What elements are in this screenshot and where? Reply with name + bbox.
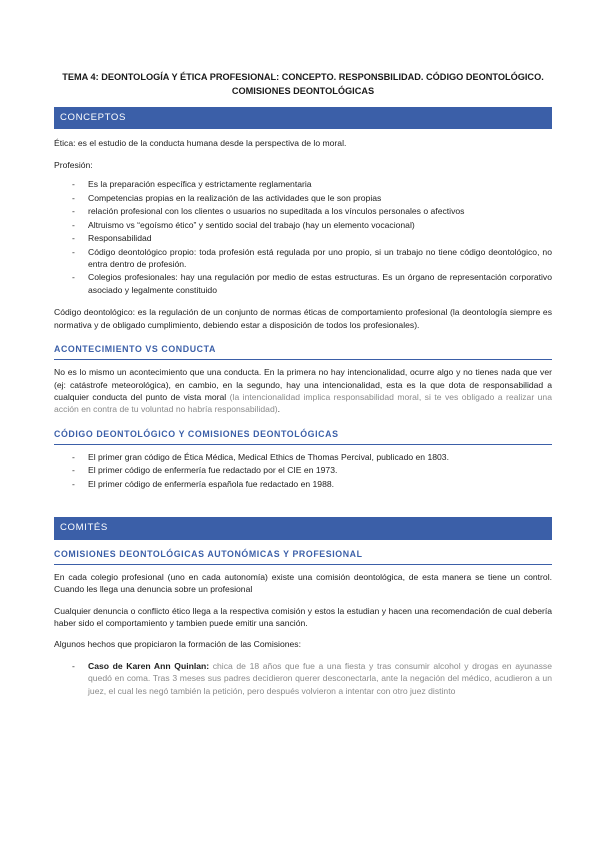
profesion-label: Profesión:: [54, 159, 93, 170]
profesion-item: - Altruismo vs “egoísmo ético” y sentido social del trabajo (hay un elemento vocacional): [54, 219, 552, 231]
codigo-deontologico-paragraph: Código deontológico: es la regulación de un conjunto de normas éticas de comportamiento profesional (la deontología siempre es normativa y de obligado cumplimiento, debiendo estar a disposición de todos los profesionales).: [54, 307, 552, 330]
comisiones-paragraph-2: Cualquier denuncia o conflicto ético llega a la respectiva comisión y estos la estudian y hacen una recomendación de cual debería haber sido el comportamiento y tambien puede emitir una sanción.: [54, 605, 552, 628]
hechos-item: [54, 660, 552, 697]
subsection-codigo-comisiones: CÓDIGO DEONTOLÓGICO Y COMISIONES DEONTOLÓGICAS: [54, 428, 552, 445]
codigo-item: - El primer gran código de Ética Médica, Medical Ethics de Thomas Percival, publicado en 1803.: [54, 451, 552, 463]
profesion-item: - relación profesional con los clientes o usuarios no supeditada a los vínculos personales o afectivos: [54, 205, 552, 217]
codigo-list: [54, 451, 552, 490]
comisiones-paragraph-1: En cada colegio profesional (uno en cada autonomía) existe una comisión deontológica, de esta manera se tiene un control. Cuando les llega una denuncia sobre un profesional: [54, 571, 552, 595]
subsection-acontecimiento-vs-conducta: ACONTECIMIENTO VS CONDUCTA: [54, 343, 552, 360]
hechos-list: [54, 660, 552, 697]
caso-text: chica de 18 años que fue a una fiesta y tras consumir alcohol y drogas en ayunasse quedó en coma. Tras 3 meses sus padres decidieron querer desconectarla, ante la negación del médico, acudieron a un juez, el cual les negó también la petición, pero después volvieron a intentar con otro juez distinto: [88, 660, 552, 696]
profesion-item: - Código deontológico propio: toda profesión está regulada por uno propio, si un trabajo no tiene código deontológico, no entra dentro de profesión.: [54, 246, 552, 271]
etica-paragraph: Ética: es el estudio de la conducta humana desde la perspectiva de lo moral.: [54, 138, 347, 149]
section-band-comites: COMITÉS: [54, 517, 552, 540]
profesion-item: - Colegios profesionales: hay una regulación por medio de estas estructuras. Es un órgano de representación corporativo asociado y legalmente constituido: [54, 271, 552, 296]
section-band-conceptos: CONCEPTOS: [54, 107, 552, 130]
profesion-item: - Responsabilidad: [54, 232, 552, 244]
profesion-item: - Competencias propias en la realización de las actividades que le son propias: [54, 192, 552, 204]
profesion-item: - Es la preparación específica y estrictamente reglamentaria: [54, 178, 552, 190]
acontecimiento-paragraph: [54, 366, 552, 416]
title-line-2: COMISIONES DEONTOLÓGICAS: [231, 86, 375, 97]
acontecimiento-note: (la intencionalidad implica responsabilidad moral, si te ves obligado a realizar una acción en contra de tu voluntad no habría responsabilidad): [54, 391, 552, 415]
profesion-list: [54, 178, 552, 296]
subsection-comisiones-autonomicas: COMISIONES DEONTOLÓGICAS AUTONÓMICAS Y PROFESIONAL: [54, 548, 552, 565]
hechos-label: Algunos hechos que propiciaron la formación de las Comisiones:: [54, 639, 301, 650]
acontecimiento-text: No es lo mismo un acontecimiento que una conducta. En la primera no hay intencionalidad, ocurre algo y no tienes nada que ver (ej: catástrofe meteorológica), en cambio, en la segundo, hay una intencionalidad, esta es la que dota de responsabilidad a cualquier conducta del punto de vista moral: [54, 367, 552, 402]
codigo-item: - El primer código de enfermería española fue redactado en 1988.: [54, 478, 552, 490]
title-line-1: TEMA 4: DEONTOLOGÍA Y ÉTICA PROFESIONAL: CONCEPTO. RESPONSBILIDAD. CÓDIGO DEONTOLÓGICO.: [62, 72, 544, 82]
codigo-item: - El primer código de enfermería fue redactado por el CIE en 1973.: [54, 464, 552, 476]
acontecimiento-end: .: [277, 404, 280, 415]
document-title: [54, 70, 552, 99]
caso-label: Caso de Karen Ann Quinlan:: [88, 660, 210, 671]
